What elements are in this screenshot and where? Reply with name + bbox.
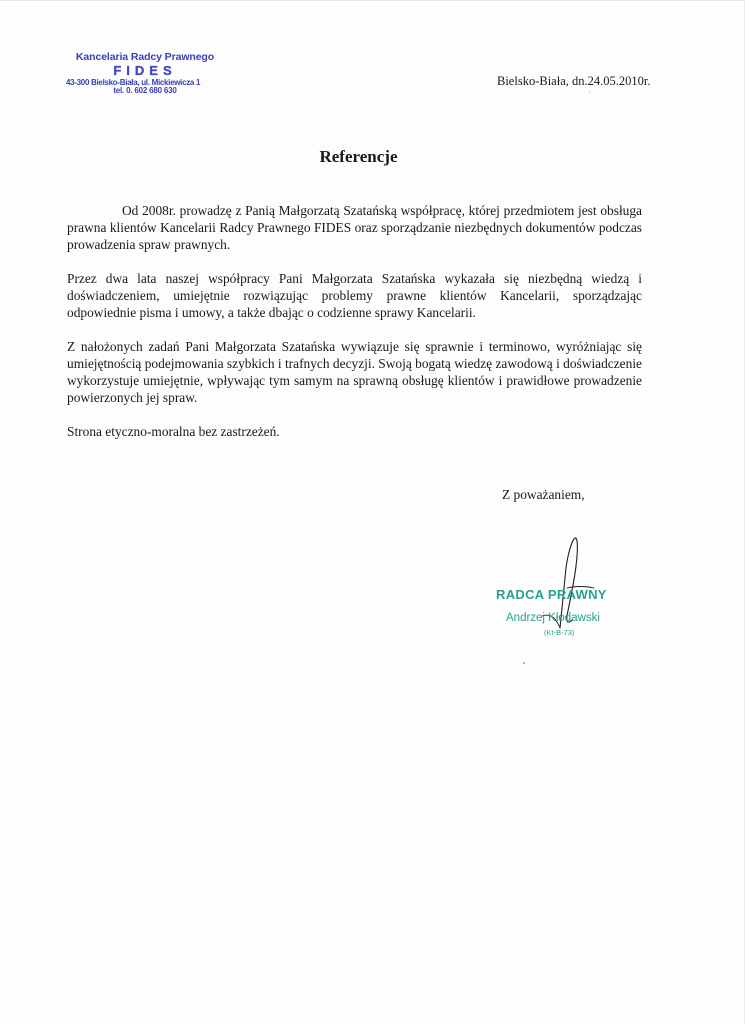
paragraph-4: Strona etyczno-moralna bez zastrzeżeń.	[67, 424, 280, 439]
letter-body	[67, 202, 642, 457]
stamp-phone: tel. 0. 602 680 630	[113, 86, 177, 96]
signature-stamp-title: RADCA PRAWNY	[496, 587, 607, 602]
paragraph-3: Z nałożonych zadań Pani Małgorzata Szatańska wywiązuje się sprawnie i terminowo, wyróżniając się umiejętnością podejmowania szybkich i trafnych decyzji. Swoją bogatą wiedzę zawodową i doświadczenie wykorzystuje umiejętnie, wpływając tym samym na sprawną obsługę klientów i prawidłowe prowadzenie powierzonych jej spraw.	[67, 339, 642, 405]
company-stamp	[64, 52, 226, 95]
stamp-address: 43-300 Bielsko-Biała, ul. Mickiewicza 1	[66, 77, 201, 87]
scan-speck	[523, 662, 525, 664]
scan-speck	[589, 92, 590, 93]
paragraph-2: Przez dwa lata naszej współpracy Pani Małgorzata Szatańska wykazała się niezbędną wiedzą i doświadczeniem, umiejętnie rozwiązując problemy prawne klientów Kancelarii, sporządzając odpowiednie pisma i umowy, a także dbając o codzienne sprawy Kancelarii.	[67, 271, 642, 320]
scan-edge-top	[0, 0, 745, 1]
signature-stamp-code: (Kt-B-73)	[544, 628, 575, 637]
signature-block	[490, 528, 640, 648]
document-title: Referencje	[319, 147, 398, 166]
paragraph-1: Od 2008r. prowadzę z Panią Małgorzatą Szatańską współpracę, której przedmiotem jest obsługa prawna klientów Kancelarii Radcy Prawnego FIDES oraz sporządzanie niezbędnych dokumentów podczas prowadzenia spraw prawnych.	[67, 203, 642, 252]
letter-date: Bielsko-Biała, dn.24.05.2010r.	[497, 74, 651, 88]
stamp-firm-name: Kancelaria Radcy Prawnego	[75, 51, 215, 63]
closing-salutation: Z poważaniem,	[502, 487, 585, 502]
signature-stamp-name: Andrzej Kłodawski	[506, 612, 600, 624]
document-title-row	[0, 147, 745, 167]
stamp-brand: FIDES	[113, 63, 177, 79]
